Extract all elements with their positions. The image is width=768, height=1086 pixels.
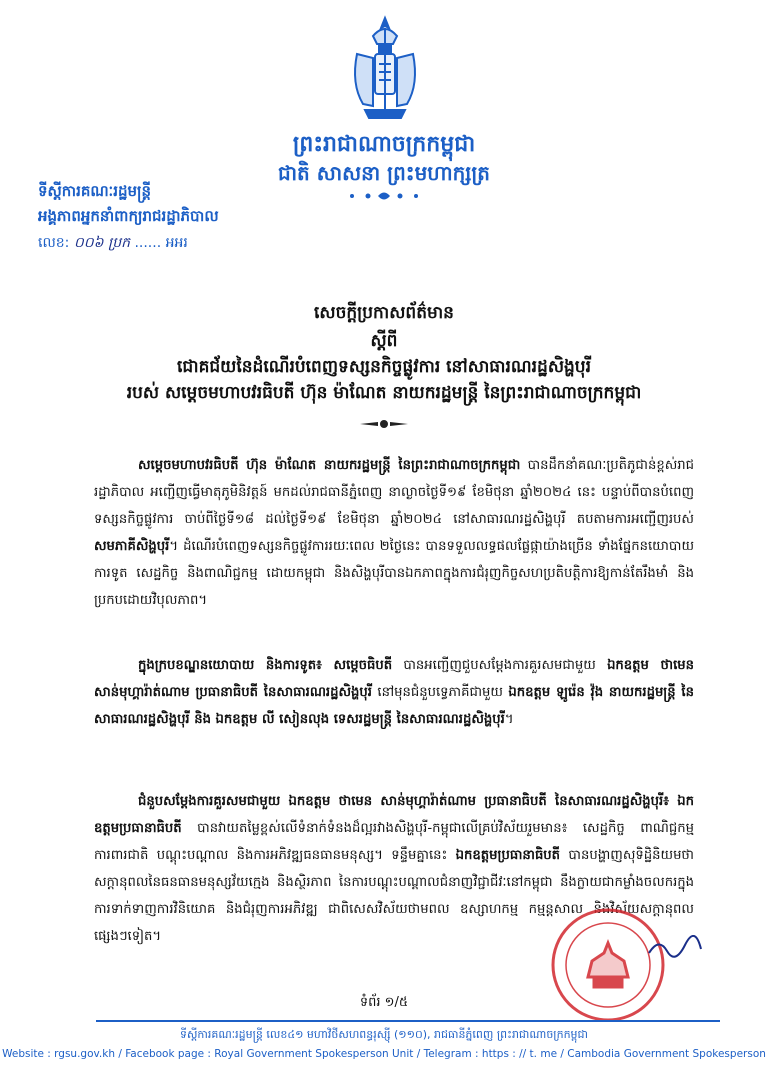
reference-number [38,233,188,254]
doc-subject-label: ស្តីពី [370,331,398,351]
divider-ornament-icon [358,417,410,431]
footer-contacts: Website : rgsu.gov.kh / Facebook page : Royal Government Spokesperson Unit / Telegram : https : // t. me / Cambodia Government Spokesperson [2,1048,766,1060]
signature-mark-icon [645,935,705,959]
paragraph-2 [94,652,694,733]
p1-text: បានដឹកនាំគណៈប្រតិភូជាន់ខ្ពស់រាជរដ្ឋាភិបាល អញ្ជើញធ្វើមាតុភូមិនិវត្តន៍ មកដល់រាជធានីភ្នំពេញ នាល្ងាចថ្ងៃទី១៩ ខែមិថុនា ឆ្នាំ២០២៤ នេះ បន្ទាប់ពីបានបំពេញទស្សនកិច្ចផ្លូវការ ចាប់ពីថ្ងៃទី១៨ ដល់ថ្ងៃទី១៩ ខែមិថុនា ឆ្នាំ២០២៤ នៅសាធារណរដ្ឋសិង្ហបុរី តបតាមការអញ្ជើញរបស់ [94,458,694,527]
reference-suffix: ...... អអរ [134,235,188,251]
national-motto: ជាតិ សាសនា ព្រះមហាក្សត្រ [278,161,490,185]
p2-bold: ក្នុងក្របខណ្ឌនយោបាយ និងការទូត៖ សម្តេចធិបតី [138,658,393,673]
ornament-icon [344,189,424,203]
p3-bold2: ឯកឧត្តមប្រធានាធិបតី [455,848,561,863]
p3-text2: បានបង្ហាញសុទិដ្ឋិនិយមថា សក្តានុពលនៃធនធានមនុស្សវ័យក្មេង និងស្ថិរភាព នៃការបណ្តុះបណ្តាលជំនាញវិជ្ជាជីវៈនៅកម្ពុជា នឹងក្លាយជាកម្លាំងចលករក្នុងការទាក់ទាញការវិនិយោគ និងជំរុញការអភិវឌ្ឍ ជាពិសេសវិស័យថាមពល ឧស្សាហកម្ម កម្មន្តសាល និងវិស័យសក្តានុពលផ្សេងៗទៀត។ [94,848,694,944]
p1-bold: សម្តេចមហាបវរធិបតី ហ៊ុន ម៉ាណែត នាយករដ្ឋមន្ត្រី នៃព្រះរាជាណាចក្រកម្ពុជា [138,458,521,473]
paragraph-1 [94,452,694,614]
p3-bold: ជំនួបសម្តែងការគួរសមជាមួយ ឯកឧត្តម ថាមេន សាន់មុហ្គារ៉ាត់ណាម ប្រធានាធិបតី នៃសាធារណរដ្ឋសិង្ហបុរី៖ ឯកឧត្តមប្រធានាធិបតី [94,794,694,836]
p3-text: បានវាយតម្លៃខ្ពស់លើទំនាក់ទំនងដ៏ល្អរវាងសិង្ហបុរី-កម្ពុជាលើគ្រប់វិស័យរួមមាន៖ សេដ្ឋកិច្ច ពាណិជ្ជកម្ម ការពារជាតិ បណ្តុះបណ្តាល និងការអភិវឌ្ឍធនធានមនុស្ស។ ទន្ទឹមគ្នានេះ [94,821,694,863]
doc-subject-line2: របស់ សម្តេចមហាបវរធិបតី ហ៊ុន ម៉ាណែត នាយករដ្ឋមន្ត្រី នៃព្រះរាជាណាចក្រកម្ពុជា [126,383,642,403]
p1-text2: ។ ដំណើរបំពេញទស្សនកិច្ចផ្លូវការរយៈពេល ២ថ្ងៃនេះ បានទទួលលទ្ធផលផ្លែផ្កាយ៉ាងច្រើន ទាំងផ្នែកនយោបាយការទូត សេដ្ឋកិច្ច និងពាណិជ្ជកម្ម ដោយកម្ពុជា និងសិង្ហបុរីបានឯកភាពក្នុងការជំរុញកិច្ចសហប្រតិបត្តិការឱ្យកាន់តែរឹងមាំ និងប្រកបដោយវិបុលភាព។ [94,539,694,608]
reference-value: ០០៦ ប្រក [73,235,130,251]
p2-text3: ។ [504,712,514,727]
footer-divider [96,1020,720,1022]
reference-label: លេខ: [38,235,70,251]
doc-subject-line1: ជោគជ័យនៃដំណើរបំពេញទស្សនកិច្ចផ្លូវការ នៅសាធារណរដ្ឋសិង្ហបុរី [177,357,591,377]
royal-emblem-icon [343,14,427,122]
page-number: ទំព័រ ១/៥ [359,995,409,1010]
office-name: ទីស្តីការគណៈរដ្ឋមន្ត្រី [38,182,152,200]
doc-title: សេចក្តីប្រកាសព័ត៌មាន [314,303,454,323]
p2-bold2: ឯកឧត្តម ថាមេន សាន់មុហ្គារ៉ាត់ណាម ប្រធានាធិបតី នៃសាធារណរដ្ឋសិង្ហបុរី [94,658,695,700]
p2-text2: នៅមុនជំនួបទ្វេភាគីជាមួយ [371,685,509,700]
p2-text: បានអញ្ជើញជួបសម្តែងការគួរសមជាមួយ [392,658,608,673]
p2-bold3: ឯកឧត្តម ឡូរ៉េន វ៉ុង នាយករដ្ឋមន្ត្រី នៃសាធារណរដ្ឋសិង្ហបុរី និង ឯកឧត្តម លី សៀនលុង ទេសរដ្ឋមន្ត្រី នៃសាធារណរដ្ឋសិង្ហបុរី [94,685,694,727]
office-unit: អង្គភាពអ្នកនាំពាក្យរាជរដ្ឋាភិបាល [38,207,219,225]
footer-address: ទីស្តីការគណៈរដ្ឋមន្ត្រី លេខ៤១ មហាវិថីសហពន្ធរុស្ស៊ី (១១០), រាជធានីភ្នំពេញ ព្រះរាជាណាចក្រកម្ពុជា [179,1028,589,1041]
kingdom-title: ព្រះរាជាណាចក្រកម្ពុជា [292,132,476,157]
p1-bold2: សមភាគីសិង្ហបុរី [94,539,170,554]
